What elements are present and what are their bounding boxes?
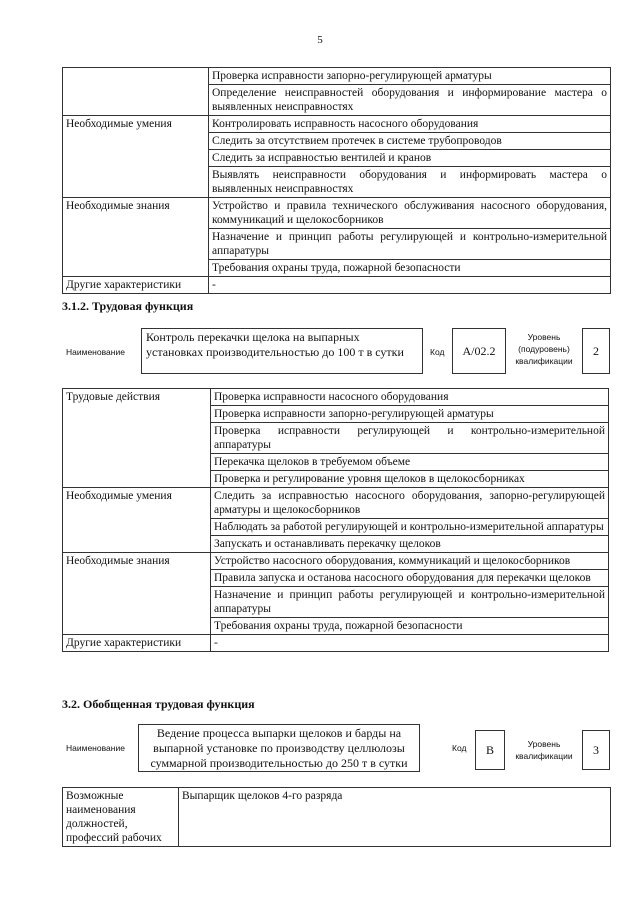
level-box: 2 [582, 328, 610, 374]
item-cell: Контролировать исправность насосного оборудования [209, 116, 611, 133]
item-cell: Требования охраны труда, пожарной безопасности [211, 618, 609, 635]
item-cell: Проверка исправности насосного оборудования [211, 389, 609, 406]
item-cell: - [211, 635, 609, 652]
competency-table-2 [62, 388, 609, 652]
function-name-box: Контроль перекачки щелока на выпарных установках производительностью до 100 т в сутки [141, 328, 423, 374]
item-cell: Наблюдать за работой регулирующей и контрольно-измерительной аппаратуры [211, 519, 609, 536]
table-row [63, 68, 611, 85]
category-cell: Другие характеристики [63, 277, 209, 294]
competency-table-1 [62, 67, 611, 294]
category-cell: Необходимые знания [63, 553, 211, 635]
item-cell: Проверка и регулирование уровня щелоков в щелокосборниках [211, 471, 609, 488]
code-box-2: В [475, 730, 505, 770]
category-cell: Трудовые действия [63, 389, 211, 488]
level-label-2: Уровень квалификации [515, 739, 573, 761]
page-number: 5 [317, 34, 323, 46]
table-row [63, 389, 609, 406]
item-cell: Определение неисправностей оборудования и информирование мастера о выявленных неисправностях [209, 85, 611, 116]
item-cell: Правила запуска и останова насосного оборудования для перекачки щелоков [211, 570, 609, 587]
item-cell: Проверка исправности запорно-регулирующей арматуры [211, 406, 609, 423]
section-heading-3-2: 3.2. Обобщенная трудовая функция [62, 697, 255, 711]
name-label: Наименование [66, 347, 125, 357]
item-cell: Проверка исправности регулирующей и контрольно-измерительной аппаратуры [211, 423, 609, 454]
item-cell: Устройство и правила технического обслуживания насосного оборудования, коммуникаций и щелокосборников [209, 198, 611, 229]
name-label-2: Наименование [66, 743, 125, 753]
job-title-value: Выпарщик щелоков 4-го разряда [179, 788, 611, 847]
section-heading-3-1-2: 3.1.2. Трудовая функция [62, 299, 194, 313]
table-row [63, 198, 611, 229]
category-cell [63, 68, 209, 116]
table-row [63, 553, 609, 570]
table-row [63, 277, 611, 294]
item-cell: Проверка исправности запорно-регулирующей арматуры [209, 68, 611, 85]
category-cell: Другие характеристики [63, 635, 211, 652]
item-cell: Следить за исправностью насосного оборудования, запорно-регулирующей арматуры и щелокосборников [211, 488, 609, 519]
level-label: Уровень (подуровень) квалификации [515, 332, 573, 366]
item-cell: Выявлять неисправности оборудования и информировать мастера о выявленных неисправностях [209, 167, 611, 198]
item-cell: Назначение и принцип работы регулирующей и контрольно-измерительной аппаратуры [209, 229, 611, 260]
generalized-function-name-box: Ведение процесса выпарки щелоков и барды на выпарной установке по производству целлюлозы суммарной производительностью до 250 т в сутки [138, 724, 420, 772]
table-row [63, 635, 609, 652]
table-row [63, 488, 609, 519]
code-label: Код [430, 347, 445, 357]
item-cell: Следить за отсутствием протечек в системе трубопроводов [209, 133, 611, 150]
job-titles-label: Возможные наименования должностей, профессий рабочих [63, 788, 179, 847]
item-cell: Требования охраны труда, пожарной безопасности [209, 260, 611, 277]
category-cell: Необходимые умения [63, 488, 211, 553]
code-label-2: Код [452, 743, 467, 753]
table-row [63, 116, 611, 133]
category-cell: Необходимые знания [63, 198, 209, 277]
item-cell: Следить за исправностью вентилей и кранов [209, 150, 611, 167]
code-box: А/02.2 [452, 328, 506, 374]
item-cell: Запускать и останавливать перекачку щелоков [211, 536, 609, 553]
item-cell: Перекачка щелоков в требуемом объеме [211, 454, 609, 471]
category-cell: Необходимые умения [63, 116, 209, 198]
item-cell: Устройство насосного оборудования, коммуникаций и щелокосборников [211, 553, 609, 570]
item-cell: Назначение и принцип работы регулирующей и контрольно-измерительной аппаратуры [211, 587, 609, 618]
item-cell: - [209, 277, 611, 294]
job-titles-table [62, 787, 611, 847]
level-box-2: 3 [582, 730, 610, 770]
